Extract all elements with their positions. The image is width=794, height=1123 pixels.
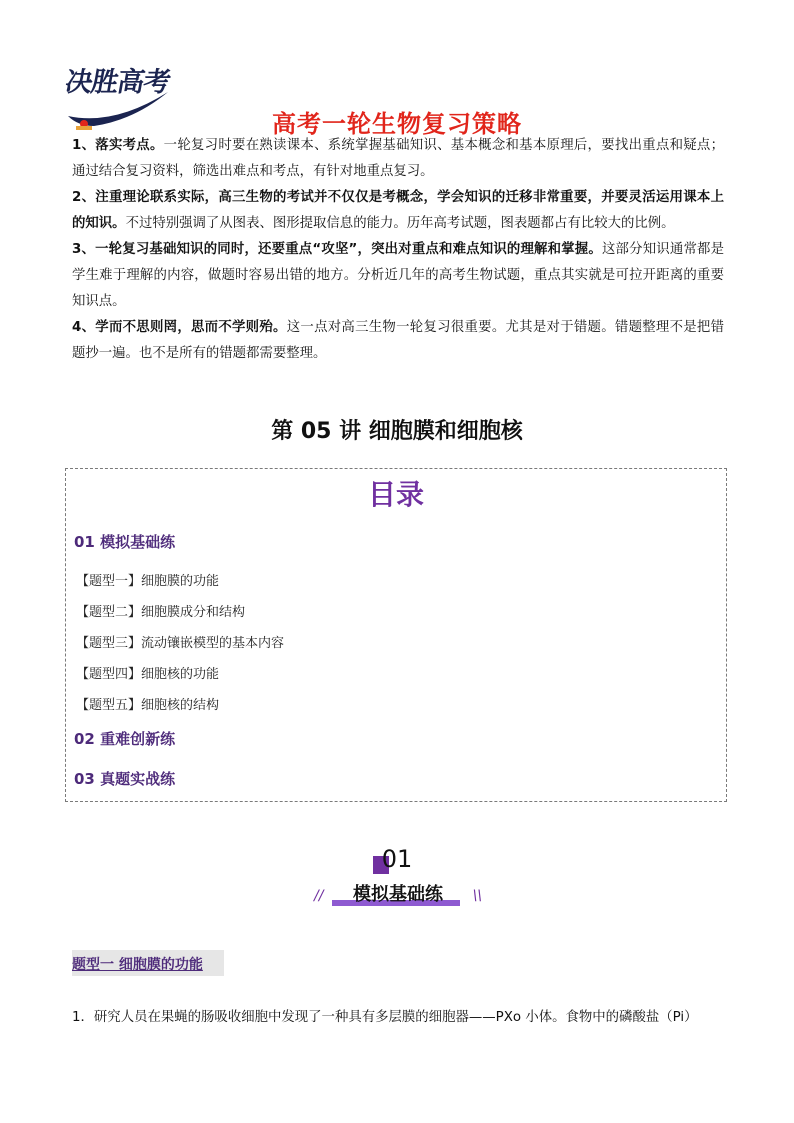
toc-item-type-4[interactable]: 【题型四】细胞核的功能 — [76, 667, 220, 682]
strategy-text: 这一点对高三生物一轮复习很重要。尤其是对于错题。错题整理不是把错题抄一遍。也不是所有的错题都需要整理。 — [72, 320, 724, 361]
strategy-bold: 1、落实考点。 — [72, 138, 164, 153]
toc-heading: 目录 — [367, 478, 424, 511]
document-title: 高考一轮生物复习策略 — [272, 110, 522, 138]
strategy-text: 不过特别强调了从图表、图形提取信息的能力。历年高考试题，图表题都占有比较大的比例。 — [125, 216, 675, 231]
question-text: 1．研究人员在果蝇的肠吸收细胞中发现了一种具有多层膜的细胞器——PXo 小体。食物中的磷酸盐（Pi） — [72, 1010, 698, 1025]
strategy-paragraph — [72, 133, 724, 185]
strategy-bold: 4、学而不思则罔，思而不学则殆。 — [72, 320, 287, 335]
toc-section-03[interactable]: 03 真题实战练 — [74, 770, 176, 788]
section-header — [314, 880, 482, 910]
table-of-contents — [65, 468, 727, 802]
toc-item-type-1[interactable]: 【题型一】细胞膜的功能 — [76, 574, 220, 589]
strategy-paragraph — [72, 315, 724, 367]
toc-section-01[interactable]: 01 模拟基础练 — [74, 533, 176, 551]
lecture-title: 第 05 讲 细胞膜和细胞核 — [271, 419, 523, 444]
toc-section-02[interactable]: 02 重难创新练 — [74, 730, 176, 748]
strategy-bold: 3、一轮复习基础知识的同时，还要重点“攻坚”，突出对重点和难点知识的理解和掌握。 — [72, 242, 602, 257]
toc-item-type-2[interactable]: 【题型二】细胞膜成分和结构 — [76, 605, 246, 620]
left-decoration: // — [314, 888, 324, 904]
section-title: 模拟基础练 — [353, 884, 443, 905]
strategy-paragraph — [72, 237, 724, 315]
right-decoration: \\ — [472, 888, 482, 904]
question-type-header — [72, 950, 224, 976]
question-type-label: 题型一 细胞膜的功能 — [72, 957, 203, 973]
toc-item-type-5[interactable]: 【题型五】细胞核的结构 — [76, 698, 220, 713]
toc-item-type-3[interactable]: 【题型三】流动镶嵌模型的基本内容 — [76, 636, 285, 651]
strategy-text: 这部分知识通常都是学生难于理解的内容，做题时容易出错的地方。分析近几年的高考生物试题，重点其实就是可拉开距离的重要知识点。 — [72, 242, 725, 309]
strategy-text: 一轮复习时要在熟读课本、系统掌握基础知识、基本概念和基本原理后，要找出重点和疑点；通过结合复习资料，筛选出难点和考点，有针对地重点复习。 — [72, 138, 724, 179]
logo-text: 决胜高考 — [62, 67, 173, 98]
strategy-paragraph — [72, 185, 724, 237]
strategy-bold: 2、注重理论联系实际，高三生物的考试并不仅仅是考概念，学会知识的迁移非常重要，并要灵活运用课本上的知识。 — [72, 190, 724, 231]
strategy-section — [72, 133, 724, 367]
section-number: 01 — [381, 845, 413, 873]
